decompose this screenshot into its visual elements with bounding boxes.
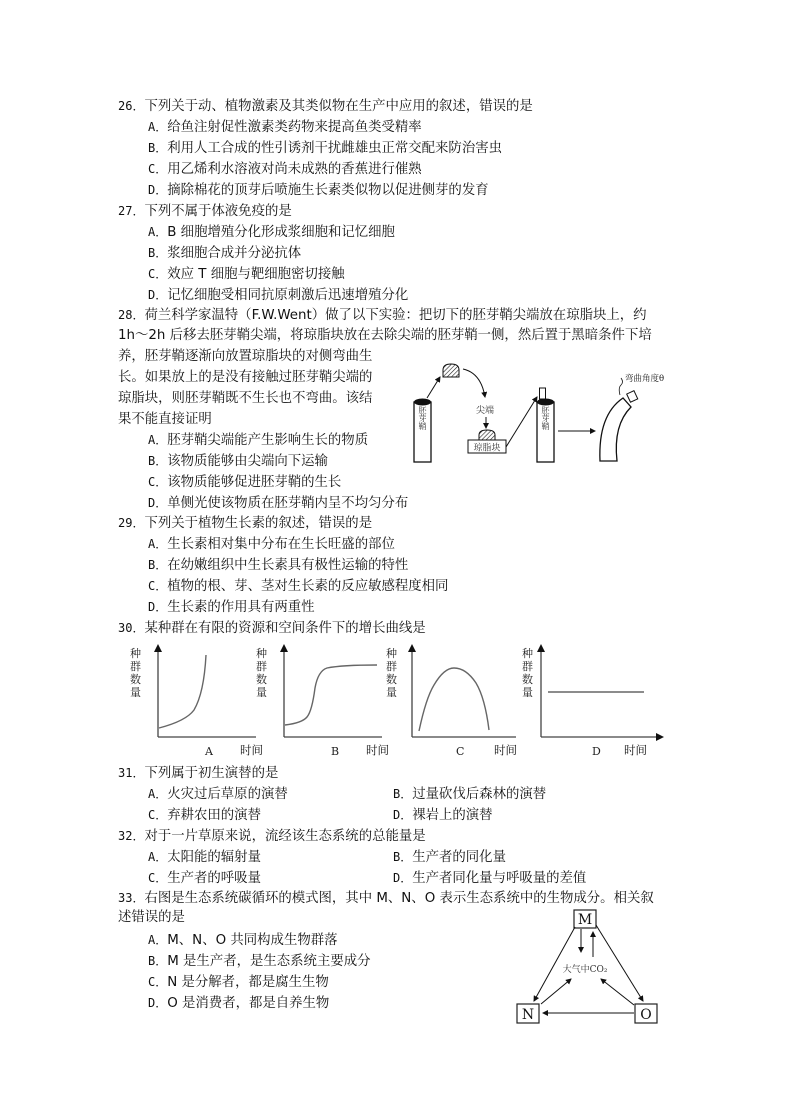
option-key: B． (148, 454, 168, 468)
question-27-option-a (148, 223, 395, 242)
svg-text:群: 群 (256, 660, 267, 673)
svg-text:数: 数 (522, 673, 533, 686)
option-text: 用乙烯利水溶液对尚未成熟的香蕉进行催熟 (167, 162, 422, 177)
option-text: 过量砍伐后森林的演替 (412, 787, 547, 802)
question-text: 对于一片草原来说，流经该生态系统的总能量是 (144, 829, 426, 844)
svg-text:种: 种 (522, 647, 533, 660)
option-key: C． (148, 162, 168, 176)
question-28-stem-line-2: 1h～2h 后移去胚芽鞘尖端，将琼脂块放在去除尖端的胚芽鞘一侧，然后置于黑暗条件下培 (118, 328, 652, 343)
svg-text:数: 数 (386, 673, 397, 686)
option-key: A． (148, 933, 168, 947)
question-32-stem (118, 827, 426, 846)
question-32-option-b (393, 848, 506, 867)
option-text: O 是消费者，都是自养生物 (167, 996, 330, 1011)
svg-text:A: A (205, 745, 213, 758)
svg-text:种: 种 (130, 647, 141, 660)
question-29-option-a (148, 535, 395, 554)
option-key: C． (148, 871, 168, 885)
question-text: 下列属于初生演替的是 (144, 766, 279, 781)
question-33-option-c (148, 973, 329, 992)
growth-curve-chart-a (126, 643, 256, 760)
option-text: 效应 T 细胞与靶细胞密切接触 (167, 267, 345, 282)
svg-text:量: 量 (130, 686, 141, 699)
option-key: D． (148, 600, 168, 614)
coleoptile-with-agar-icon (537, 388, 554, 462)
option-text: 单侧光使该物质在胚芽鞘内呈不均匀分布 (167, 496, 409, 511)
question-31-option-c (148, 806, 261, 825)
question-33-stem-line-2: 述错误的是 (118, 910, 185, 925)
option-key: B． (148, 141, 168, 155)
svg-text:量: 量 (256, 686, 267, 699)
question-number: 33． (118, 891, 145, 905)
option-text: 弃耕农田的演替 (167, 808, 261, 823)
option-text: 裸岩上的演替 (412, 808, 493, 823)
svg-text:M: M (577, 912, 593, 928)
question-27-stem (118, 202, 292, 221)
svg-text:琼脂块: 琼脂块 (473, 443, 501, 454)
question-text: 下列关于动、植物激素及其类似物在生产中应用的叙述，错误的是 (144, 99, 533, 114)
option-key: D． (393, 808, 413, 822)
question-28-stem-line-1 (118, 306, 647, 325)
question-29-option-c (148, 577, 448, 596)
svg-text:D: D (592, 745, 601, 758)
svg-text:群: 群 (386, 660, 397, 673)
question-33-option-a (148, 931, 338, 950)
question-31-stem (118, 764, 278, 783)
option-key: B． (148, 558, 168, 572)
chart-d-xlabel: 时间 (624, 743, 647, 757)
question-26-stem (118, 97, 533, 116)
svg-text:C: C (456, 745, 465, 758)
svg-text:群: 群 (522, 660, 533, 673)
question-number: 30． (118, 621, 145, 635)
option-text: M、N、O 共同构成生物群落 (167, 933, 338, 948)
question-31-option-d (393, 806, 493, 825)
question-27-option-d (148, 286, 408, 305)
chart-c-xlabel: 时间 (494, 743, 517, 757)
chart-b-xlabel: 时间 (366, 743, 389, 757)
option-key: A． (148, 850, 168, 864)
question-number: 29． (118, 516, 145, 530)
option-text: 火灾过后草原的演替 (167, 787, 288, 802)
option-text: 该物质能够促进胚芽鞘的生长 (167, 475, 342, 490)
svg-text:数: 数 (256, 673, 267, 686)
option-text: 利用人工合成的性引诱剂干扰雌雄虫正常交配来防治害虫 (167, 141, 502, 156)
option-key: D． (148, 496, 168, 510)
question-27-option-c (148, 265, 345, 284)
question-28-option-b (148, 452, 328, 471)
question-28-stem-line-4: 长。如果放上的是没有接触过胚芽鞘尖端的 (118, 370, 373, 385)
question-28-stem-line-3: 养，胚芽鞘逐渐向放置琼脂块的对侧弯曲生 (118, 349, 373, 364)
question-number: 27． (118, 204, 145, 218)
question-29-stem (118, 514, 372, 533)
option-text: 给鱼注射促性激素类药物来提高鱼类受精率 (167, 120, 422, 135)
option-text: 记忆细胞受相同抗原刺激后迅速增殖分化 (167, 288, 409, 303)
question-29-option-b (148, 556, 408, 575)
option-key: D． (148, 996, 168, 1010)
option-key: C． (148, 579, 168, 593)
question-text: 下列不属于体液免疫的是 (144, 204, 292, 219)
svg-text:N: N (521, 1007, 535, 1023)
option-key: A． (148, 433, 168, 447)
option-key: A． (148, 225, 168, 239)
option-key: D． (148, 288, 168, 302)
question-32-option-a (148, 848, 261, 867)
option-text: 生长素相对集中分布在生长旺盛的部位 (167, 537, 395, 552)
question-30-stem (118, 619, 426, 638)
option-key: A． (148, 787, 168, 801)
svg-text:数: 数 (130, 673, 141, 686)
option-text: 植物的根、芽、茎对生长素的反应敏感程度相同 (167, 579, 449, 594)
svg-text:胚芽鞘: 胚芽鞘 (541, 406, 550, 430)
option-key: D． (393, 871, 413, 885)
option-text: 生长素的作用具有两重性 (167, 600, 315, 615)
option-key: B． (393, 850, 413, 864)
question-26-option-c (148, 160, 422, 179)
option-text: N 是分解者，都是腐生生物 (167, 975, 329, 990)
option-text: 在幼嫩组织中生长素具有极性运输的特性 (167, 558, 409, 573)
question-28-stem-line-6: 果不能直接证明 (118, 412, 212, 427)
svg-text:种: 种 (386, 647, 397, 660)
option-text: 摘除棉花的顶芽后喷施生长素类似物以促进侧芽的发育 (167, 183, 489, 198)
svg-text:尖端: 尖端 (475, 406, 495, 416)
question-28-option-d (148, 494, 408, 513)
question-26-option-a (148, 118, 422, 137)
option-key: C． (148, 267, 168, 281)
question-number: 26． (118, 99, 145, 113)
question-31-option-a (148, 785, 288, 804)
option-text: M 是生产者，是生态系统主要成分 (167, 954, 371, 969)
question-text: 右图是生态系统碳循环的模式图，其中 M、N、O 表示生态系统中的生物成分。相关叙 (144, 891, 654, 906)
question-33-option-d (148, 994, 329, 1013)
question-26-option-d (148, 181, 489, 200)
question-text: 荷兰科学家温特（F.W.Went）做了以下实验：把切下的胚芽鞘尖端放在琼脂块上，约 (144, 308, 647, 323)
svg-text:量: 量 (386, 686, 397, 699)
growth-curve-chart-b (252, 643, 382, 760)
question-text: 下列关于植物生长素的叙述，错误的是 (144, 516, 373, 531)
option-text: 浆细胞合成并分泌抗体 (167, 246, 302, 261)
question-32-option-c (148, 869, 261, 888)
question-number: 32． (118, 829, 145, 843)
svg-text:B: B (331, 745, 340, 758)
question-26-option-b (148, 139, 502, 158)
svg-text:量: 量 (522, 686, 533, 699)
question-number: 28． (118, 308, 145, 322)
option-text: 胚芽鞘尖端能产生影响生长的物质 (167, 433, 369, 448)
question-number: 31． (118, 766, 145, 780)
question-31-option-b (393, 785, 546, 804)
svg-text:O: O (640, 1007, 652, 1023)
question-27-option-b (148, 244, 301, 263)
coleoptile-icon (414, 399, 431, 463)
option-text: 生产者的同化量 (412, 850, 506, 865)
question-29-option-d (148, 598, 315, 617)
option-key: A． (148, 120, 168, 134)
option-text: 太阳能的辐射量 (167, 850, 261, 865)
svg-text:大气中CO₂: 大气中CO₂ (562, 965, 608, 975)
option-key: B． (148, 954, 168, 968)
svg-text:胚芽鞘: 胚芽鞘 (418, 406, 427, 430)
option-key: C． (148, 975, 168, 989)
question-32-option-d (393, 869, 586, 888)
option-key: C． (148, 808, 168, 822)
carbon-cycle-diagram (505, 905, 670, 1030)
option-text: 生产者的呼吸量 (167, 871, 261, 886)
question-text: 某种群在有限的资源和空间条件下的增长曲线是 (144, 621, 426, 636)
svg-text:群: 群 (130, 660, 141, 673)
option-key: C． (148, 475, 168, 489)
chart-a-xlabel: 时间 (240, 743, 263, 757)
option-text: 生产者同化量与呼吸量的差值 (412, 871, 587, 886)
option-key: B． (148, 246, 168, 260)
svg-text:弯曲角度θ: 弯曲角度θ (625, 374, 665, 384)
went-experiment-figure (405, 355, 675, 470)
option-key: D． (148, 183, 168, 197)
option-text: 该物质能够由尖端向下运输 (167, 454, 328, 469)
option-text: B 细胞增殖分化形成浆细胞和记忆细胞 (167, 225, 395, 240)
question-28-option-a (148, 431, 368, 450)
question-28-option-c (148, 473, 341, 492)
svg-text:种: 种 (256, 647, 267, 660)
option-key: B． (393, 787, 413, 801)
question-28-stem-line-5: 琼脂块，则胚芽鞘既不生长也不弯曲。该结 (118, 391, 373, 406)
option-key: A． (148, 537, 168, 551)
question-33-option-b (148, 952, 371, 971)
